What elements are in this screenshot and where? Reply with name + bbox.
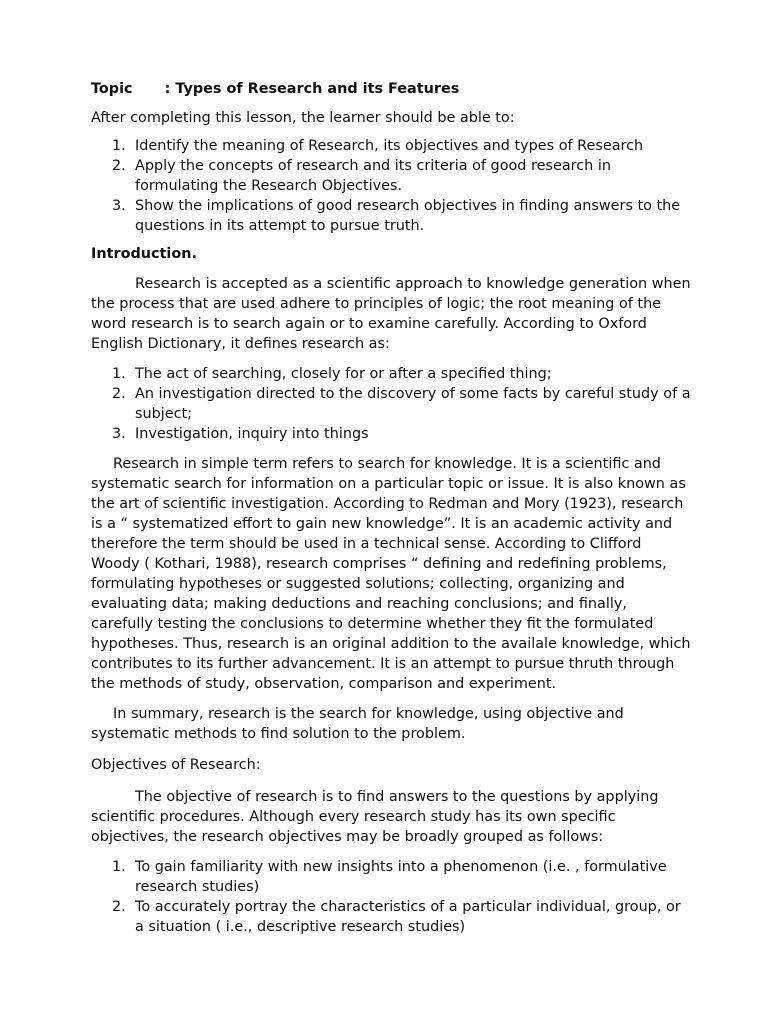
summary-paragraph: In summary, research is the search for knowledge, using objective and systematic methods to find solution to the problem. — [91, 706, 624, 742]
list-item — [91, 384, 691, 424]
objectives-heading: Objectives of Research: — [91, 757, 261, 773]
list-item — [91, 196, 691, 236]
list-number: 2. — [112, 386, 126, 402]
list-item — [91, 897, 691, 937]
objectives-paragraph: The objective of research is to find answers to the questions by applying scientific procedures. Although every research study has its own specific objectives, the research objectives may be broadly grouped as follows: — [91, 789, 659, 845]
list-number: 2. — [112, 899, 126, 915]
list-item — [91, 364, 691, 384]
list-number: 3. — [112, 198, 126, 214]
list-number: 1. — [112, 366, 126, 382]
list-text: Show the implications of good research objectives in finding answers to the questions in its attempt to pursue truth. — [135, 198, 681, 234]
learning-objectives-list — [91, 136, 691, 236]
list-item — [91, 424, 691, 444]
topic-label: Topic — [91, 81, 133, 97]
topic-line — [91, 79, 691, 99]
list-text: Investigation, inquiry into things — [135, 426, 369, 442]
intro-paragraph: Research is accepted as a scientific approach to knowledge generation when the process that are used adhere to principles of logic; the root meaning of the word research is to search again or to examine carefully. According to Oxford English Dictionary, it defines research as: — [91, 276, 691, 352]
topic-title: Types of Research and its Features — [175, 81, 460, 97]
document-content — [91, 79, 691, 937]
list-number: 1. — [112, 138, 126, 154]
definitions-list — [91, 364, 691, 444]
simple-term-paragraph: Research in simple term refers to search for knowledge. It is a scientific and systematic search for information on a particular topic or issue. It is also known as the art of scientific investigation. According to Redman and Mory (1923), research is a “ systematized effort to gain new knowledge”. It is an academic activity and therefore the term should be used in a technical sense. According to Clifford Woody ( Kothari, 1988), research comprises “ defining and redefining problems, formulating hypotheses or suggested solutions; collecting, organizing and evaluating data; making deductions and reaching conclusions; and finally, carefully testing the conclusions to determine whether they fit the formulated hypotheses. Thus, research is an original addition to the availale knowledge, which contributes to its further advancement. It is an attempt to pursue thruth through the methods of study, observation, comparison and experiment. — [91, 456, 691, 692]
introduction-heading: Introduction. — [91, 246, 197, 262]
list-number: 1. — [112, 859, 126, 875]
list-text: The act of searching, closely for or after a specified thing; — [135, 366, 552, 382]
list-item — [91, 156, 691, 196]
list-number: 3. — [112, 426, 126, 442]
list-number: 2. — [112, 158, 126, 174]
list-item — [91, 857, 691, 897]
topic-separator: : — [164, 81, 171, 97]
list-text: To gain familiarity with new insights into a phenomenon (i.e. , formulative research studies) — [135, 859, 667, 895]
list-text: An investigation directed to the discovery of some facts by careful study of a subject; — [135, 386, 691, 422]
list-text: Apply the concepts of research and its criteria of good research in formulating the Research Objectives. — [135, 158, 611, 194]
list-item — [91, 136, 691, 156]
list-text: Identify the meaning of Research, its objectives and types of Research — [135, 138, 644, 154]
lesson-lead: After completing this lesson, the learner should be able to: — [91, 110, 515, 126]
list-text: To accurately portray the characteristics of a particular individual, group, or a situation ( i.e., descriptive research studies) — [135, 899, 681, 935]
research-objectives-list — [91, 857, 691, 937]
